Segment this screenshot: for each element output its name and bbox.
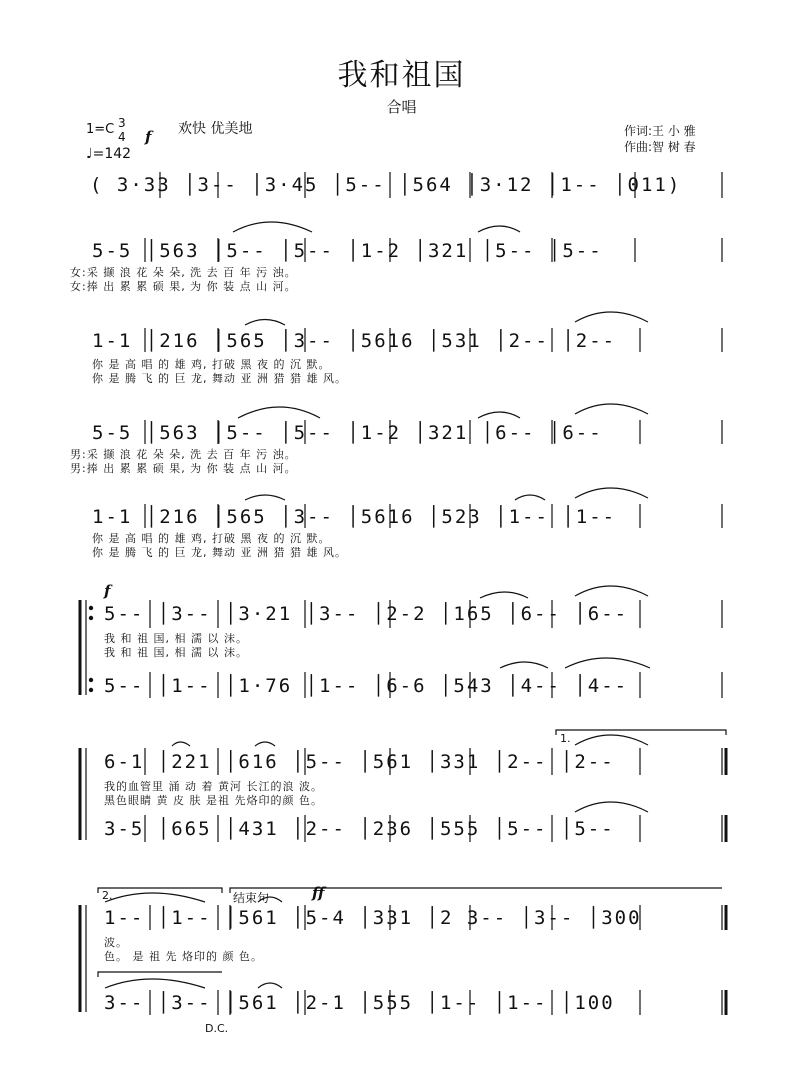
- second-ending-label: 2.: [102, 889, 113, 902]
- system-4-lyric-2: 男:捧 出 累 累 硕 果, 为 你 装 点 山 河。: [70, 462, 297, 475]
- chorus-lyric-2a: 我的血管里 涌 动 着 黄河 长江的浪 波。: [104, 780, 323, 793]
- song-title: 我和祖国: [337, 58, 466, 93]
- coda-lower: 3-- │3-- │561 │2-1 │555 │1-- │1-- │100: [104, 992, 615, 1014]
- lyricist-credit: 作词:王 小 雅: [624, 124, 696, 138]
- system-3-notes: 1-1 │216 │565 │3-- │5616 │531 │2-- │2--: [92, 330, 617, 352]
- tempo-mark: ♩=142: [86, 146, 132, 162]
- chorus-upper-2: 6-1 │221 │616 │5-- │561 │331 │2-- │2--: [104, 751, 615, 773]
- system-2-notes: 5-5 │563 │5-- │5-- │1-2 │321 │5-- │5--: [92, 240, 603, 262]
- system-3-lyric-2: 你 是 腾 飞 的 巨 龙, 舞动 亚 洲 猎 猎 雄 风。: [92, 372, 347, 385]
- first-ending-label: 1.: [560, 732, 571, 745]
- system-5-notes: 1-1 │216 │565 │3-- │5616 │523 │1-- │1--: [92, 506, 617, 528]
- coda-lyric-a: 波。: [104, 936, 128, 949]
- chorus-dynamic: f: [104, 582, 111, 600]
- coda-upper: 1-- │1-- │561 │5-4 │331 │2 3-- │3-- │300: [104, 907, 642, 929]
- composer-credit: 作曲:智 树 春: [624, 140, 696, 154]
- time-top: 3: [118, 116, 126, 130]
- song-subtitle: 合唱: [386, 98, 417, 116]
- chorus-lower-1: 5-- │1-- │1·76 │1-- │6-6 │543 │4-- │4--: [104, 675, 629, 697]
- chorus-lower-2: 3-5 │665 │431 │2-- │236 │555 │5-- │5--: [104, 818, 615, 840]
- dynamic-mark: f: [145, 128, 152, 146]
- key-signature: 1=C: [86, 122, 115, 137]
- intro-notes: ( 3·33 │3-- │3·45 │5-- │564 │3·12 │1-- │011): [90, 174, 682, 196]
- coda-lyric-b: 色。 是 祖 先 烙印的 颜 色。: [104, 950, 263, 963]
- time-bottom: 4: [118, 130, 126, 144]
- chorus-lyric-1b: 我 和 祖 国, 相 濡 以 沫。: [104, 646, 248, 659]
- chorus-lyric-1a: 我 和 祖 国, 相 濡 以 沫。: [104, 632, 248, 645]
- system-2-lyric-1: 女:采 撷 浪 花 朵 朵, 洗 去 百 年 污 浊。: [70, 266, 297, 279]
- dc-mark: D.C.: [205, 1022, 229, 1035]
- coda-label: 结束句: [233, 891, 270, 905]
- system-5-lyric-2: 你 是 腾 飞 的 巨 龙, 舞动 亚 洲 猎 猎 雄 风。: [92, 546, 347, 559]
- system-5-lyric-1: 你 是 高 唱 的 雄 鸡, 打破 黑 夜 的 沉 默。: [92, 532, 331, 545]
- system-4-lyric-1: 男:采 撷 浪 花 朵 朵, 洗 去 百 年 污 浊。: [70, 448, 297, 461]
- coda-dynamic: ff: [312, 884, 325, 902]
- system-4-notes: 5-5 │563 │5-- │5-- │1-2 │321 │6-- │6--: [92, 422, 603, 444]
- expression-text: 欢快 优美地: [178, 121, 253, 137]
- system-2-lyric-2: 女:捧 出 累 累 硕 果, 为 你 装 点 山 河。: [70, 280, 297, 293]
- system-3-lyric-1: 你 是 高 唱 的 雄 鸡, 打破 黑 夜 的 沉 默。: [92, 358, 331, 371]
- chorus-upper-1: 5-- │3-- │3·21 │3-- │2-2 │165 │6-- │6--: [104, 603, 629, 625]
- chorus-lyric-2b: 黑色眼睛 黄 皮 肤 是祖 先烙印的颜 色。: [104, 794, 323, 807]
